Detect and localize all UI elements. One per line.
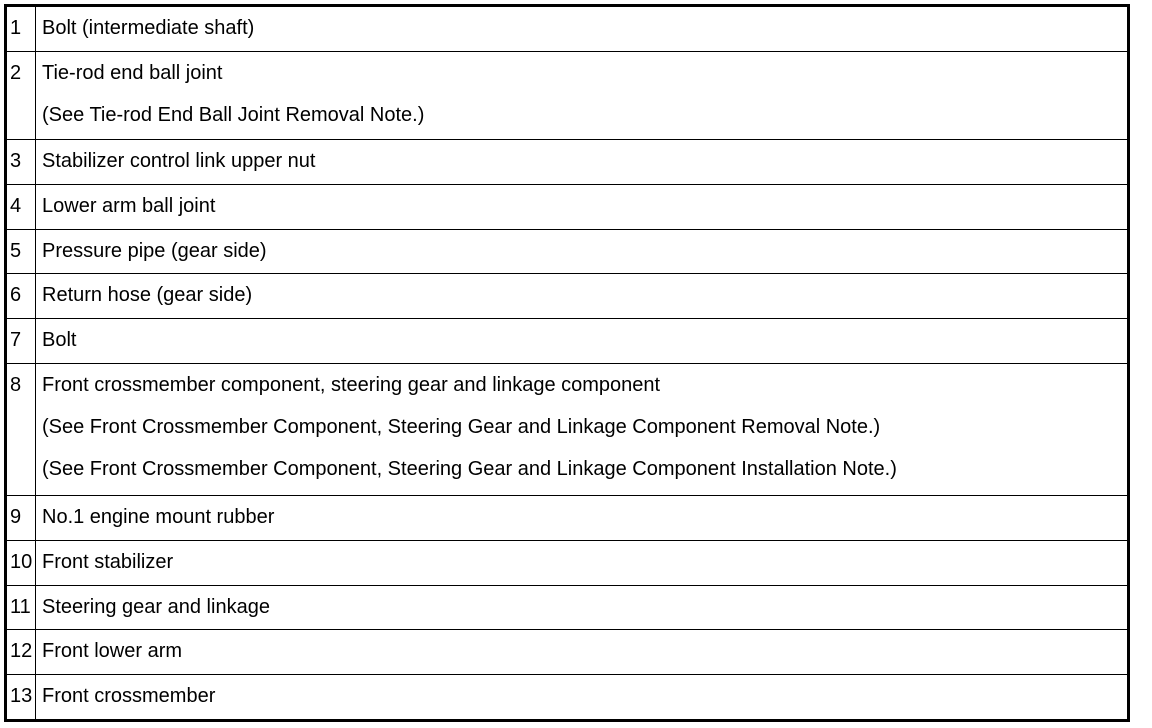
- parts-table-body: [6, 6, 1129, 721]
- table-row: [6, 585, 1129, 630]
- description-line: Stabilizer control link upper nut: [42, 150, 316, 173]
- table-row: [6, 540, 1129, 585]
- removal-note-line: (See Tie-rod End Ball Joint Removal Note.): [42, 103, 425, 126]
- installation-note-line: (See Front Crossmember Component, Steering Gear and Linkage Component Installation Note.): [42, 457, 897, 480]
- row-number: 6: [6, 274, 36, 319]
- description-line: Return hose (gear side): [42, 284, 253, 307]
- table-row: [6, 630, 1129, 675]
- description-line: Front crossmember component, steering gear and linkage component: [42, 373, 661, 396]
- table-row: [6, 51, 1129, 139]
- description-line: Front lower arm: [42, 640, 183, 663]
- row-description: [36, 184, 1129, 229]
- row-description: [36, 363, 1129, 495]
- description-line: Lower arm ball joint: [42, 194, 216, 217]
- description-line: Front stabilizer: [42, 550, 174, 573]
- row-description: [36, 229, 1129, 274]
- table-row: [6, 319, 1129, 364]
- row-number: 2: [6, 51, 36, 139]
- description-line: Bolt: [42, 329, 77, 352]
- row-description: [36, 51, 1129, 139]
- table-row: [6, 496, 1129, 541]
- row-number: 8: [6, 363, 36, 495]
- table-row: [6, 6, 1129, 52]
- row-number: 9: [6, 496, 36, 541]
- row-description: [36, 319, 1129, 364]
- row-number: 13: [6, 675, 36, 721]
- row-number: 4: [6, 184, 36, 229]
- row-description: [36, 140, 1129, 185]
- description-line: Front crossmember: [42, 685, 216, 708]
- row-number: 7: [6, 319, 36, 364]
- row-number: 12: [6, 630, 36, 675]
- row-description: [36, 675, 1129, 721]
- row-description: [36, 540, 1129, 585]
- row-number: 3: [6, 140, 36, 185]
- removal-note-line: (See Front Crossmember Component, Steering Gear and Linkage Component Removal Note.): [42, 415, 881, 438]
- table-row: [6, 675, 1129, 721]
- description-line: Bolt (intermediate shaft): [42, 17, 255, 39]
- row-description: [36, 274, 1129, 319]
- description-line: Pressure pipe (gear side): [42, 239, 267, 262]
- row-description: [36, 630, 1129, 675]
- description-line: Tie-rod end ball joint: [42, 61, 223, 84]
- parts-table: [4, 4, 1130, 722]
- table-row: [6, 229, 1129, 274]
- row-description: [36, 496, 1129, 541]
- row-description: [36, 585, 1129, 630]
- row-number: 1: [6, 6, 36, 52]
- table-row: [6, 363, 1129, 495]
- row-number: 5: [6, 229, 36, 274]
- description-line: No.1 engine mount rubber: [42, 506, 275, 529]
- row-number: 10: [6, 540, 36, 585]
- description-line: Steering gear and linkage: [42, 595, 270, 618]
- table-row: [6, 140, 1129, 185]
- row-number: 11: [6, 585, 36, 630]
- table-row: [6, 274, 1129, 319]
- row-description: [36, 6, 1129, 52]
- table-row: [6, 184, 1129, 229]
